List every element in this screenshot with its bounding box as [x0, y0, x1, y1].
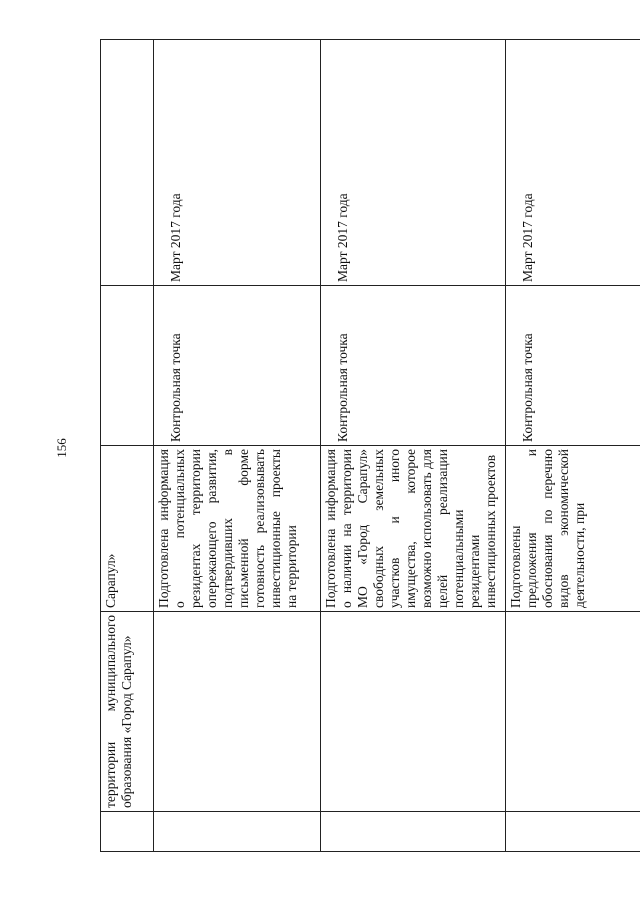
- type-cell: [154, 286, 321, 446]
- deadline-text: Март 2017 года: [335, 193, 350, 282]
- description-cell: [154, 446, 321, 612]
- type-cell: [506, 286, 640, 446]
- plan-table: [100, 39, 640, 852]
- description-cell: [321, 446, 506, 612]
- continuation-empty-cell: [101, 40, 154, 286]
- index-cell: [321, 812, 506, 852]
- table-row: [154, 40, 321, 852]
- description-text: Подготовлена информация о потенциальных резидентах территории опережающего развития, подтвердивших в письменной форме готовность реализовывать инвестиционные проекты на территории: [156, 449, 299, 608]
- deadline-cell: [506, 40, 640, 286]
- type-cell: [321, 286, 506, 446]
- deadline-cell: [154, 40, 321, 286]
- deadline-cell: [321, 40, 506, 286]
- type-text: Контрольная точка: [168, 333, 183, 442]
- table-row-continuation: [101, 40, 154, 852]
- type-text: Контрольная точка: [520, 333, 535, 442]
- page-number: 156: [54, 438, 69, 458]
- description-text: Подготовлена информация о наличии на территории МО «Город Сарапул» свободных земельных участков и иного имущества, которое возможно использовать для целей реализации потенциальными резидентами инвестиционных проектов: [323, 449, 498, 608]
- index-cell: [101, 812, 154, 852]
- empty-cell: [321, 612, 506, 812]
- deadline-text: Март 2017 года: [168, 193, 183, 282]
- continuation-left-text: территории муниципального образования «Город Сарапул»: [103, 615, 134, 808]
- table-row: [321, 40, 506, 852]
- continuation-left-cell: [101, 612, 154, 812]
- empty-cell: [506, 612, 640, 812]
- empty-cell: [154, 612, 321, 812]
- deadline-text: Март 2017 года: [520, 193, 535, 282]
- description-cell: [506, 446, 640, 612]
- rotated-table-container: [100, 40, 587, 852]
- continuation-right-text: Сарапул»: [103, 553, 118, 608]
- table-row: [506, 40, 640, 852]
- description-text: Подготовлены предложения и обоснования по перечню видов экономической деятельности, при: [508, 449, 587, 608]
- index-cell: [154, 812, 321, 852]
- continuation-right-cell: [101, 446, 154, 612]
- type-text: Контрольная точка: [335, 333, 350, 442]
- continuation-empty-cell: [101, 286, 154, 446]
- index-cell: [506, 812, 640, 852]
